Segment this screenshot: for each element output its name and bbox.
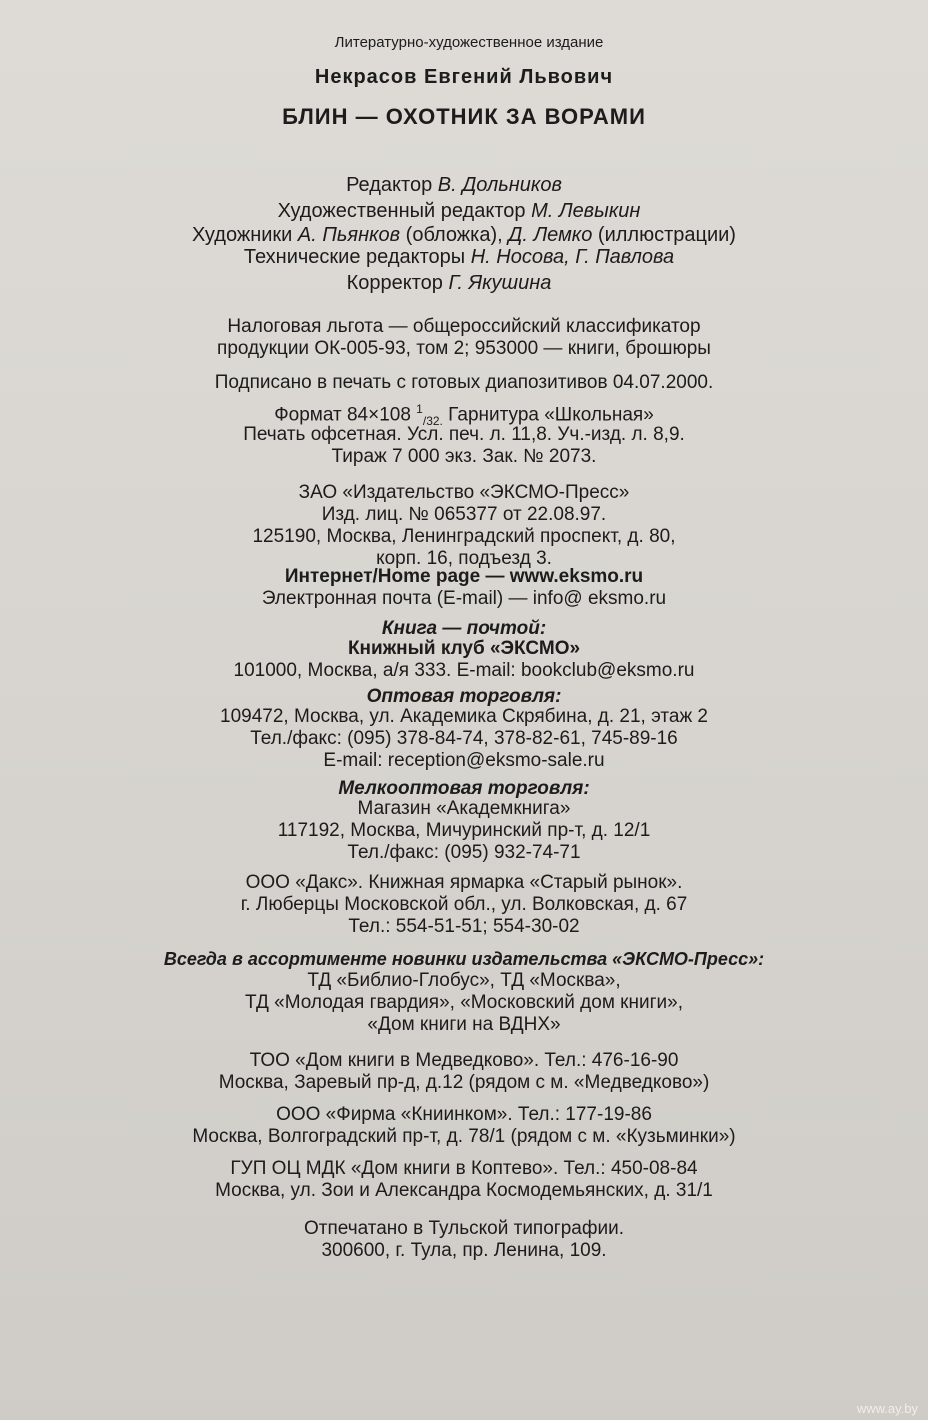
medvedkovo-line-1: ТОО «Дом книги в Медведково». Тел.: 476-16-90 bbox=[249, 1050, 679, 1071]
publisher-email: Электронная почта (E-mail) — info@ eksmo.ru bbox=[261, 588, 667, 609]
small-wholesale-address: 117192, Москва, Мичуринский пр-т, д. 12/1 bbox=[277, 820, 651, 841]
wholesale-phones: Тел./факс: (095) 378-84-74, 378-82-61, 745-89-16 bbox=[250, 728, 678, 749]
art-editor-name: М. Левыкин bbox=[531, 200, 641, 222]
printer-line-2: 300600, г. Тула, пр. Ленина, 109. bbox=[321, 1240, 607, 1261]
format-numerator: 1 bbox=[416, 402, 423, 416]
small-wholesale-heading: Мелкооптовая торговля: bbox=[338, 778, 590, 799]
book-title: БЛИН — ОХОТНИК ЗА ВОРАМИ bbox=[282, 104, 646, 129]
corrector-line bbox=[0, 272, 928, 294]
edition-type: Литературно-художественное издание bbox=[334, 34, 604, 51]
editor-role: Редактор bbox=[346, 174, 433, 196]
corrector-name: Г. Якушина bbox=[448, 272, 552, 294]
publisher-license: Изд. лиц. № 065377 от 22.08.97. bbox=[321, 504, 607, 525]
koptevo-line-2: Москва, ул. Зои и Александра Космодемьянских, д. 31/1 bbox=[215, 1180, 713, 1201]
wholesale-heading: Оптовая торговля: bbox=[366, 686, 562, 707]
tech-editors-names: Н. Носова, Г. Павлова bbox=[470, 246, 675, 268]
tax-line-2: продукции ОК-005-93, том 2; 953000 — книги, брошюры bbox=[217, 338, 711, 359]
artist-1: А. Пьянков bbox=[297, 224, 401, 246]
kniinkom-line-1: ООО «Фирма «Книинком». Тел.: 177-19-86 bbox=[276, 1104, 652, 1125]
publisher-web: Интернет/Home page — www.eksmo.ru bbox=[284, 566, 644, 587]
mail-order-address: 101000, Москва, а/я 333. E-mail: bookclub@eksmo.ru bbox=[233, 660, 695, 681]
art-editor-line bbox=[0, 200, 928, 222]
assortment-line-2: ТД «Молодая гвардия», «Московский дом книги», bbox=[245, 992, 683, 1013]
print-method: Печать офсетная. Усл. печ. л. 11,8. Уч.-изд. л. 8,9. bbox=[243, 424, 685, 445]
print-run: Тираж 7 000 экз. Зак. № 2073. bbox=[331, 446, 597, 467]
printer-line-1: Отпечатано в Тульской типографии. bbox=[304, 1218, 624, 1239]
artist-2: Д. Лемко bbox=[508, 224, 593, 246]
mail-order-club: Книжный клуб «ЭКСМО» bbox=[347, 638, 581, 659]
daks-line-3: Тел.: 554-51-51; 554-30-02 bbox=[348, 916, 580, 937]
kniinkom-line-2: Москва, Волгоградский пр-т, д. 78/1 (рядом с м. «Кузьминки») bbox=[192, 1126, 736, 1147]
publisher-address-2: корп. 16, подъезд 3. bbox=[376, 548, 552, 569]
wholesale-email: E-mail: reception@eksmo-sale.ru bbox=[323, 750, 605, 771]
art-editor-role: Художественный редактор bbox=[277, 200, 526, 222]
publisher-name: ЗАО «Издательство «ЭКСМО-Пресс» bbox=[298, 482, 630, 503]
artist-1-note: (обложка), bbox=[405, 224, 503, 246]
artists-line bbox=[0, 224, 928, 246]
artist-2-note: (иллюстрации) bbox=[597, 224, 736, 246]
mail-order-heading: Книга — почтой: bbox=[381, 618, 547, 639]
koptevo-line-1: ГУП ОЦ МДК «Дом книги в Коптево». Тел.: 450-08-84 bbox=[230, 1158, 698, 1179]
format-denominator: /32. bbox=[422, 414, 443, 429]
print-signed: Подписано в печать с готовых диапозитивов 04.07.2000. bbox=[214, 372, 714, 393]
assortment-line-3: «Дом книги на ВДНХ» bbox=[367, 1014, 561, 1035]
corrector-role: Корректор bbox=[346, 272, 443, 294]
small-wholesale-phone: Тел./факс: (095) 932-74-71 bbox=[347, 842, 581, 863]
assortment-heading: Всегда в ассортименте новинки издательства «ЭКСМО-Пресс»: bbox=[163, 949, 765, 969]
small-wholesale-shop: Магазин «Академкнига» bbox=[357, 798, 571, 819]
editor-line bbox=[0, 174, 928, 196]
publisher-address-1: 125190, Москва, Ленинградский проспект, д. 80, bbox=[252, 526, 676, 547]
daks-line-1: ООО «Дакс». Книжная ярмарка «Старый рынок». bbox=[245, 872, 683, 893]
author-name: Некрасов Евгений Львович bbox=[314, 66, 614, 88]
medvedkovo-line-2: Москва, Заревый пр-д, д.12 (рядом с м. «Медведково») bbox=[218, 1072, 710, 1093]
tech-editors-role: Технические редакторы bbox=[243, 246, 466, 268]
wholesale-address: 109472, Москва, ул. Академика Скрябина, д. 21, этаж 2 bbox=[220, 706, 708, 727]
assortment-line-1: ТД «Библио-Глобус», ТД «Москва», bbox=[307, 970, 621, 991]
format-suffix: Гарнитура «Школьная» bbox=[448, 404, 654, 426]
format-prefix: Формат 84×108 bbox=[274, 404, 411, 426]
artists-role: Художники bbox=[192, 224, 293, 246]
tech-editors-line bbox=[0, 246, 928, 268]
tax-line-1: Налоговая льгота — общероссийский классификатор bbox=[227, 316, 701, 337]
editor-name: В. Дольников bbox=[437, 174, 562, 196]
daks-line-2: г. Люберцы Московской обл., ул. Волковская, д. 67 bbox=[240, 894, 688, 915]
watermark: www.ay.by bbox=[856, 1401, 918, 1416]
